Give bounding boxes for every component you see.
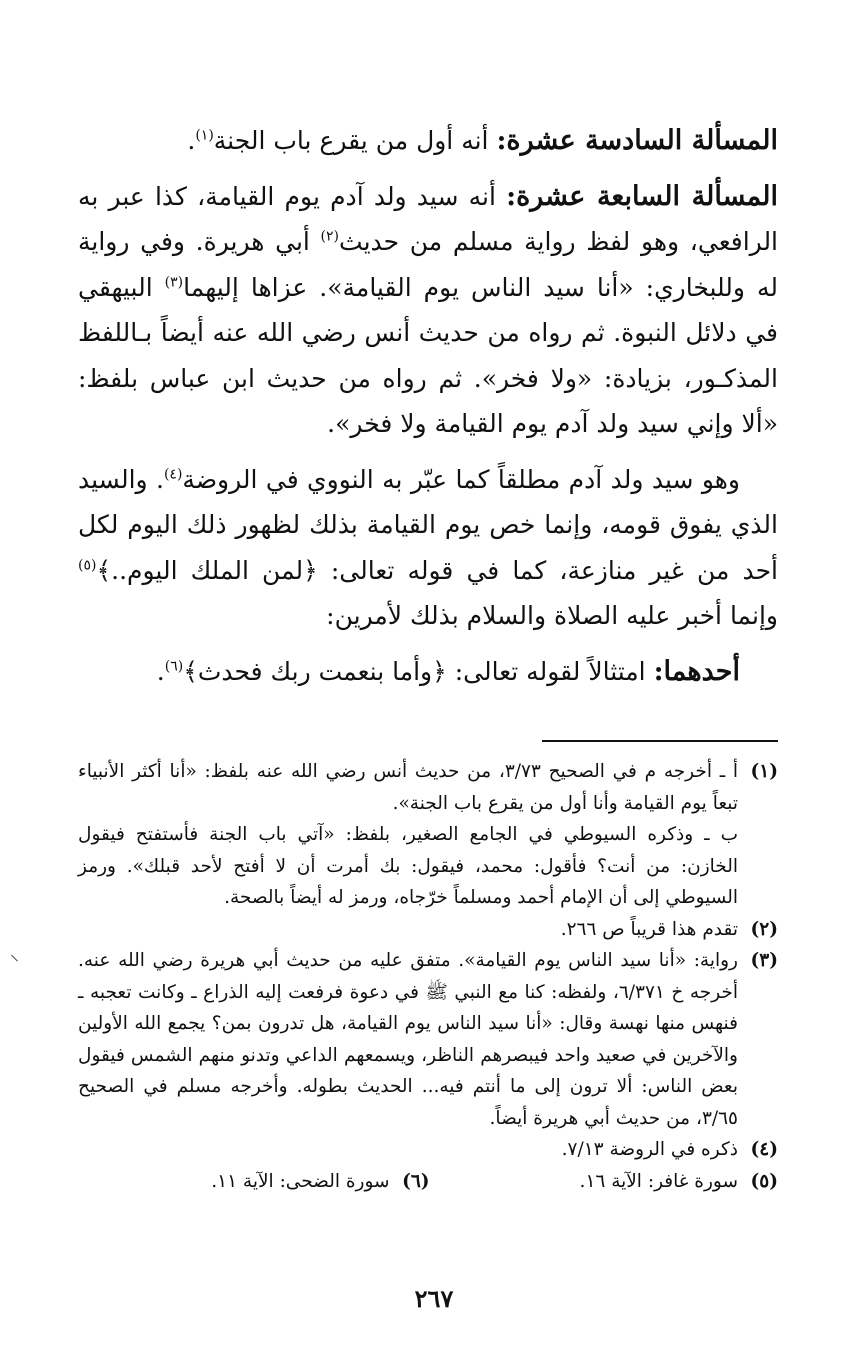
footnote-5 <box>580 1166 778 1198</box>
main-text <box>78 118 778 694</box>
footnote-ref-2: (٢) <box>320 228 340 245</box>
footnote-number: (٤) <box>750 1139 778 1160</box>
footnote-text: سورة الضحى: الآية ١١. <box>211 1170 390 1192</box>
footnote-part-a: أ ـ أخرجه م في الصحيح ٣/٧٣، من حديث أنس رضي الله عنه بلفظ: «أنا أكثر الأنبياء تبعاً يوم القيامة وأنا أول من يقرع باب الجنة». <box>78 761 738 814</box>
paragraph-3-tail2: وإنما أخبر عليه الصلاة والسلام بذلك لأمرين: <box>326 601 778 630</box>
footnote-1 <box>78 756 778 914</box>
paragraph-1 <box>78 118 778 164</box>
footnote-ref-3: (٣) <box>164 274 184 291</box>
paragraph-1-tail: . <box>187 126 196 155</box>
paragraph-4-tail: . <box>156 656 165 686</box>
paragraph-2-tail: أبي هريرة. وفي رواية له وللبخاري: «أنا سيد الناس يوم القيامة». عزاها إليهما <box>78 227 778 302</box>
footnote-body <box>78 914 738 946</box>
paragraph-2 <box>78 174 778 447</box>
footnote-body <box>78 945 738 1134</box>
footnote-ref-1: (١) <box>195 127 214 144</box>
footnote-text: ذكره في الروضة ٧/١٣. <box>561 1139 738 1160</box>
footnote-row-5-6 <box>78 1166 778 1198</box>
paragraph-4-text: امتثالاً لقوله تعالى: ﴿وأما بنعمت ربك فحدث﴾ <box>183 656 646 686</box>
paragraph-4 <box>78 649 778 695</box>
first-reason-heading: أحدهما: <box>653 655 740 687</box>
paragraph-2-text: أنه سيد ولد آدم يوم القيامة، كذا عبر به الرافعي، وهو لفظ رواية مسلم من حديث <box>78 181 779 256</box>
footnote-body <box>78 1134 738 1166</box>
paragraph-1-text: أنه أول من يقرع باب الجنة <box>213 126 489 155</box>
footnote-text: تقدم هذا قريباً ص ٢٦٦. <box>560 918 738 940</box>
footnotes-section <box>78 740 778 1197</box>
footnote-ref-6: (٦) <box>164 658 184 675</box>
footnote-3 <box>78 945 778 1134</box>
footnote-number: (٦) <box>402 1170 430 1192</box>
footnote-2 <box>78 914 778 946</box>
footnote-ref-5: (٥) <box>78 557 97 574</box>
footnote-4 <box>78 1134 778 1166</box>
issue-heading-17: المسألة السابعة عشرة: <box>506 180 778 212</box>
footnote-number: (٣) <box>750 950 778 971</box>
footnote-part-b: ب ـ وذكره السيوطي في الجامع الصغير، بلفظ: «آتي باب الجنة فأستفتح فيقول الخازن: من أنت؟ فأقول: محمد، فيقول: بك أمرت أن لا أفتح لأحد قبلك». ورمز السيوطي إلى أن الإمام أحمد ومسلماً خرّجاه، ورمز له أيضاً بالصحة. <box>78 824 738 908</box>
margin-mark-icon: ⸝ <box>10 944 19 965</box>
paragraph-3-tail: . والسيد الذي يفوق قومه، وإنما خص يوم القيامة بذلك لظهور ذلك اليوم لكل أحد من غير منازعة، كما في قوله تعالى: ﴿لمن الملك اليوم..﴾ <box>78 464 778 585</box>
paragraph-3-text: وهو سيد ولد آدم مطلقاً كما عبّر به النووي في الروضة <box>182 464 741 494</box>
footnote-body <box>78 756 738 914</box>
footnote-6 <box>211 1166 429 1198</box>
footnote-number: (٢) <box>750 918 778 940</box>
footnote-text: رواية: «أنا سيد الناس يوم القيامة». متفق عليه من حديث أبي هريرة رضي الله عنه. أخرجه خ ٦/٣٧١، ولفظه: كنا مع النبي ﷺ في دعوة فرفعت إليه الذراع ـ وكانت تعجبه ـ فنهس منها نهسة وقال: «أنا سيد الناس يوم القيامة، هل تدرون بمن؟ يجمع الله الأولين والآخرين في صعيد واحد فيبصرهم الناظر، ويسمعهم الداعي وتدنو منهم الشمس فيقول بعض الناس: ألا ترون إلى ما أنتم فيه... الحديث بطوله. وأخرجه مسلم في الصحيح ٣/٦٥، من حديث أبي هريرة أيضاً. <box>78 950 739 1129</box>
issue-heading-16: المسألة السادسة عشرة: <box>496 125 778 156</box>
footnote-number: (١) <box>750 761 778 782</box>
page-number: ٢٦٧ <box>414 1284 454 1313</box>
footnote-separator <box>542 740 778 742</box>
footnote-text: سورة غافر: الآية ١٦. <box>579 1170 738 1192</box>
footnote-number: (٥) <box>750 1170 778 1192</box>
paragraph-2-tail2: البيهقي في دلائل النبوة. ثم رواه من حديث أنس رضي الله عنه أيضاً بـاللفظ المذكـور، بزيادة: «ولا فخر». ثم رواه من حديث ابن عباس بلفظ: «ألا وإني سيد ولد آدم يوم القيامة ولا فخر». <box>78 272 778 438</box>
paragraph-3 <box>78 457 778 639</box>
footnote-ref-4: (٤) <box>163 466 183 483</box>
